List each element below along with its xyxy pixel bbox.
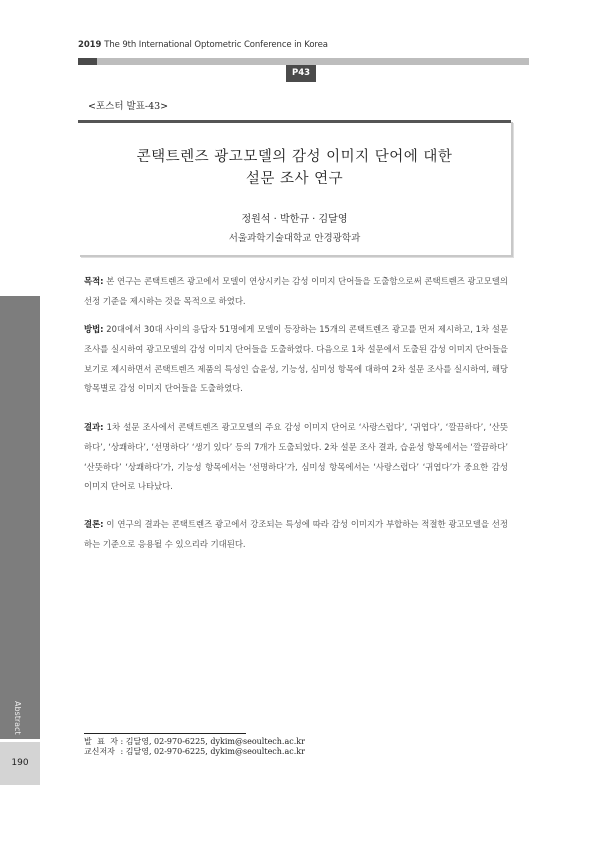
footnote-presenter-value: 김달영, 02-970-6225, dykim@seoultech.ac.kr: [125, 737, 305, 746]
poster-code-tab: P43: [286, 65, 316, 82]
header-bar-dark: [78, 58, 97, 65]
footnote-rule: [84, 733, 246, 734]
header-bar-light: [97, 58, 529, 65]
section-method-lead: 방법:: [84, 324, 104, 334]
page-number: 190: [0, 742, 40, 785]
section-conclusion: [84, 515, 508, 555]
sidebar-tab: [0, 296, 40, 739]
section-results: [84, 418, 508, 497]
paper-title-line-2: 설문 조사 연구: [245, 171, 344, 187]
section-conclusion-text: 이 연구의 결과는 콘택트렌즈 광고에서 강조되는 특성에 따라 감성 이미지가 부합하는 적절한 광고모델을 선정하는 기준으로 응용될 수 있으리라 기대된다.: [84, 519, 508, 549]
section-method-text: 20대에서 30대 사이의 응답자 51명에게 모델이 등장하는 15개의 콘택트렌즈 광고를 먼저 제시하고, 1차 설문 조사를 실시하여 광고모델의 감성 이미지 단어들을 도출하였다. 다음으로 1차 설문에서 도출된 감성 이미지 단어들을 보기로 제시하면서 콘택트렌즈 제품의 특성인 습윤성, 기능성, 심미성 항목에 대하여 2차 설문 조사를 실시하여, 해당 항목별로 감성 이미지 단어들을 도출하였다.: [84, 324, 508, 394]
section-results-lead: 결과:: [84, 422, 104, 432]
affiliation: 서울과학기술대학교 안경광학과: [228, 233, 361, 244]
section-method: [84, 320, 508, 399]
footnote-corresponding: 교신저자 : 김달영, 02-970-6225, dykim@seoultech.ac.kr: [84, 746, 305, 756]
sidebar-abstract-label: Abstract: [13, 701, 22, 735]
title-box: [78, 120, 511, 255]
footnote: [84, 737, 305, 756]
section-results-text: 1차 설문 조사에서 콘택트렌즈 광고모델의 주요 감성 이미지 단어로 ‘사랑스럽다’, ‘귀엽다’, ‘깔끔하다’, ‘산뜻하다’, ‘상쾌하다’, ‘선명하다’ ‘생기 있다’ 등의 7개가 도출되었다. 2차 설문 조사 결과, 습윤성 항목에서는 ‘깔끔하다’ ‘산뜻하다’ ‘상쾌하다’가, 기능성 항목에서는 ‘선명하다’가, 심미성 항목에서는 ‘사랑스럽다’ ‘귀엽다’가 중요한 감성 이미지 단어로 나타났다.: [84, 422, 508, 492]
authors: 정원석 · 박한규 · 김달영: [241, 214, 348, 225]
poster-label: <포스터 발표-43>: [88, 101, 169, 112]
header-conference-name: The 9th International Optometric Conference in Korea: [104, 40, 328, 50]
section-purpose-text: 본 연구는 콘택트렌즈 광고에서 모델이 연상시키는 감성 이미지 단어들을 도출함으로써 콘택트렌즈 광고모델의 선정 기준을 제시하는 것을 목적으로 하였다.: [84, 276, 508, 306]
section-purpose-lead: 목적:: [84, 276, 104, 286]
section-purpose: [84, 272, 508, 312]
conference-header: [78, 40, 328, 50]
footnote-corresponding-value: 김달영, 02-970-6225, dykim@seoultech.ac.kr: [125, 746, 305, 756]
header-year: 2019: [78, 40, 102, 50]
footnote-presenter: 발 표 자 : 김달영, 02-970-6225, dykim@seoultech.ac.kr: [84, 737, 305, 746]
section-conclusion-lead: 결론:: [84, 519, 104, 529]
footnote-presenter-key: 발 표 자: [84, 737, 118, 746]
footnote-corresponding-key: 교신저자: [84, 746, 115, 756]
paper-title-line-1: 콘택트렌즈 광고모델의 감성 이미지 단어에 대한: [136, 149, 453, 165]
